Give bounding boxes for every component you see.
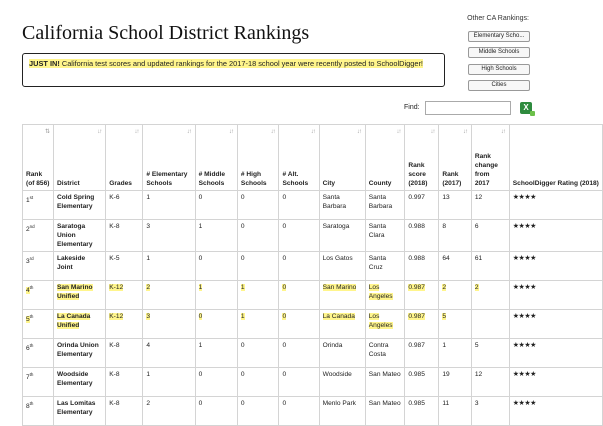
high-count: 0: [237, 339, 279, 368]
news-notice: [22, 53, 445, 87]
table-row: [23, 220, 603, 252]
high-count: 1: [237, 310, 279, 339]
rank-change: 6: [471, 220, 509, 252]
rank-suffix: th: [29, 285, 34, 290]
city-cell: San Marino: [319, 281, 365, 310]
rank-score: 0.985: [405, 397, 439, 426]
district-link[interactable]: Orinda Union Elementary: [53, 339, 105, 368]
sort-icon[interactable]: ⇅: [44, 129, 49, 135]
county-cell: Los Angeles: [365, 310, 405, 339]
rank-score: 0.997: [405, 191, 439, 220]
rank-score: 0.985: [405, 368, 439, 397]
city-cell: Saratoga: [319, 220, 365, 252]
table-row: [23, 191, 603, 220]
county-cell: Santa Clara: [365, 220, 405, 252]
sort-icon[interactable]: ↓↑: [134, 129, 139, 135]
rank-suffix: nd: [29, 224, 35, 229]
rating-stars: ★★★★: [509, 310, 602, 339]
rank-score: 0.988: [405, 252, 439, 281]
district-link[interactable]: La Canada Unified: [53, 310, 105, 339]
city-cell: Menlo Park: [319, 397, 365, 426]
col-header-rating[interactable]: SchoolDigger Rating (2018): [509, 125, 602, 191]
middle-count: 1: [195, 220, 237, 252]
rank-2017: 11: [439, 397, 472, 426]
rank-change: 2: [471, 281, 509, 310]
col-header-district[interactable]: ↓↑ District: [53, 125, 105, 191]
sort-icon[interactable]: ↓↑: [270, 129, 275, 135]
elementary-count: 3: [143, 220, 195, 252]
high-count: 0: [237, 220, 279, 252]
table-header-row: [23, 125, 603, 191]
rank-cell: 8th: [23, 397, 54, 426]
elementary-count: 1: [143, 252, 195, 281]
high-count: 1: [237, 281, 279, 310]
notice-highlight: [29, 59, 423, 68]
middle-count: 0: [195, 397, 237, 426]
rank-suffix: rd: [29, 256, 34, 261]
alt-count: 0: [279, 191, 319, 220]
high-count: 0: [237, 191, 279, 220]
sort-icon[interactable]: ↓↑: [97, 129, 102, 135]
county-cell: Los Angeles: [365, 281, 405, 310]
table-row: [23, 281, 603, 310]
middle-schools-button[interactable]: Middle Schools: [468, 47, 530, 58]
rating-stars: ★★★★: [509, 220, 602, 252]
rank-2017: 8: [439, 220, 472, 252]
high-count: 0: [237, 368, 279, 397]
rank-change: [471, 310, 509, 339]
rank-change: 12: [471, 191, 509, 220]
middle-count: 0: [195, 368, 237, 397]
rankings-table: [22, 124, 603, 426]
sort-icon[interactable]: ↓↑: [186, 129, 191, 135]
district-link[interactable]: Saratoga Union Elementary: [53, 220, 105, 252]
rank-2017: 5: [439, 310, 472, 339]
rank-2017: 2: [439, 281, 472, 310]
district-link[interactable]: Woodside Elementary: [53, 368, 105, 397]
rank-score: 0.987: [405, 310, 439, 339]
rating-stars: ★★★★: [509, 339, 602, 368]
rank-cell: 7th: [23, 368, 54, 397]
col-header-rank-score[interactable]: ↓↑ Rank score (2018): [405, 125, 439, 191]
alt-count: 0: [279, 368, 319, 397]
table-row: [23, 368, 603, 397]
col-header-county[interactable]: ↓↑ County: [365, 125, 405, 191]
other-rankings-title: Other CA Rankings:: [467, 15, 529, 22]
county-cell: San Mateo: [365, 368, 405, 397]
find-input[interactable]: [425, 101, 511, 115]
city-cell: Woodside: [319, 368, 365, 397]
elementary-count: 4: [143, 339, 195, 368]
grades-cell: K-6: [106, 191, 143, 220]
col-header-rank[interactable]: ⇅ Rank (of 856): [23, 125, 54, 191]
sort-icon[interactable]: ↓↑: [228, 129, 233, 135]
rank-score: 0.987: [405, 281, 439, 310]
district-link[interactable]: San Marino Unified: [53, 281, 105, 310]
rank-score: 0.988: [405, 220, 439, 252]
grades-cell: K-8: [106, 397, 143, 426]
table-row: [23, 339, 603, 368]
alt-count: 0: [279, 252, 319, 281]
grades-cell: K-8: [106, 220, 143, 252]
rank-suffix: st: [29, 195, 34, 200]
rank-score: 0.987: [405, 339, 439, 368]
city-cell: Santa Barbara: [319, 191, 365, 220]
alt-count: 0: [279, 220, 319, 252]
high-count: 0: [237, 252, 279, 281]
middle-count: 0: [195, 252, 237, 281]
col-header-grades[interactable]: ↓↑ Grades: [106, 125, 143, 191]
elementary-count: 2: [143, 281, 195, 310]
table-row: [23, 252, 603, 281]
find-label: Find:: [404, 104, 420, 111]
elementary-count: 2: [143, 397, 195, 426]
rank-change: 3: [471, 397, 509, 426]
sort-icon[interactable]: ↓↑: [310, 129, 315, 135]
table-row: [23, 397, 603, 426]
rank-suffix: th: [29, 343, 34, 348]
grades-cell: K-8: [106, 339, 143, 368]
rank-change: 5: [471, 339, 509, 368]
rank-cell: 3rd: [23, 252, 54, 281]
sort-icon[interactable]: ↓↑: [500, 129, 505, 135]
grades-cell: K-12: [106, 310, 143, 339]
rating-stars: ★★★★: [509, 397, 602, 426]
grades-cell: K-5: [106, 252, 143, 281]
table-row: [23, 310, 603, 339]
rank-2017: 1: [439, 339, 472, 368]
middle-count: 0: [195, 191, 237, 220]
rank-suffix: th: [29, 401, 34, 406]
sort-icon[interactable]: ↓↑: [430, 129, 435, 135]
county-cell: Contra Costa: [365, 339, 405, 368]
grades-cell: K-8: [106, 368, 143, 397]
district-link[interactable]: Lakeside Joint: [53, 252, 105, 281]
rank-cell: 6th: [23, 339, 54, 368]
district-link[interactable]: Las Lomitas Elementary: [53, 397, 105, 426]
page-title: California School District Rankings: [22, 22, 310, 44]
rank-2017: 19: [439, 368, 472, 397]
rank-suffix: th: [29, 372, 34, 377]
rank-cell: 5th: [23, 310, 54, 339]
district-link[interactable]: Cold Spring Elementary: [53, 191, 105, 220]
rank-2017: 13: [439, 191, 472, 220]
rank-cell: 2nd: [23, 220, 54, 252]
col-header-elementary[interactable]: ↓↑ # Elementary Schools: [143, 125, 195, 191]
rank-cell: 4th: [23, 281, 54, 310]
elementary-count: 1: [143, 368, 195, 397]
county-cell: San Mateo: [365, 397, 405, 426]
rank-2017: 64: [439, 252, 472, 281]
county-cell: Santa Barbara: [365, 191, 405, 220]
rating-stars: ★★★★: [509, 191, 602, 220]
high-schools-button[interactable]: High Schools: [468, 64, 530, 75]
city-cell: La Canada: [319, 310, 365, 339]
col-header-city[interactable]: ↓↑ City: [319, 125, 365, 191]
city-cell: Orinda: [319, 339, 365, 368]
rank-change: 61: [471, 252, 509, 281]
middle-count: 0: [195, 310, 237, 339]
cities-button[interactable]: Cities: [468, 80, 530, 91]
middle-count: 1: [195, 339, 237, 368]
col-header-alt[interactable]: ↓↑ # Alt. Schools: [279, 125, 319, 191]
high-count: 0: [237, 397, 279, 426]
col-header-middle[interactable]: ↓↑ # Middle Schools: [195, 125, 237, 191]
elementary-count: 3: [143, 310, 195, 339]
grades-cell: K-12: [106, 281, 143, 310]
elementary-schools-button[interactable]: Elementary Scho...: [468, 31, 530, 42]
alt-count: 0: [279, 339, 319, 368]
col-header-high[interactable]: ↓↑ # High Schools: [237, 125, 279, 191]
rank-cell: 1st: [23, 191, 54, 220]
alt-count: 0: [279, 281, 319, 310]
middle-count: 1: [195, 281, 237, 310]
alt-count: 0: [279, 310, 319, 339]
sort-icon[interactable]: ↓↑: [356, 129, 361, 135]
rank-change: 12: [471, 368, 509, 397]
city-cell: Los Gatos: [319, 252, 365, 281]
col-header-rank-2017[interactable]: ↓↑ Rank (2017): [439, 125, 472, 191]
rating-stars: ★★★★: [509, 368, 602, 397]
notice-text[interactable]: California test scores and updated rankings for the 2017-18 school year were recently posted to SchoolDigger!: [59, 59, 423, 68]
notice-lead: JUST IN!: [29, 59, 60, 68]
sort-icon[interactable]: ↓↑: [462, 129, 467, 135]
col-header-rank-change[interactable]: ↓↑ Rank change from 2017: [471, 125, 509, 191]
rating-stars: ★★★★: [509, 281, 602, 310]
county-cell: Santa Cruz: [365, 252, 405, 281]
alt-count: 0: [279, 397, 319, 426]
excel-export-icon[interactable]: X: [520, 102, 532, 114]
rank-suffix: th: [29, 314, 34, 319]
rating-stars: ★★★★: [509, 252, 602, 281]
elementary-count: 1: [143, 191, 195, 220]
sort-icon[interactable]: ↓↑: [396, 129, 401, 135]
